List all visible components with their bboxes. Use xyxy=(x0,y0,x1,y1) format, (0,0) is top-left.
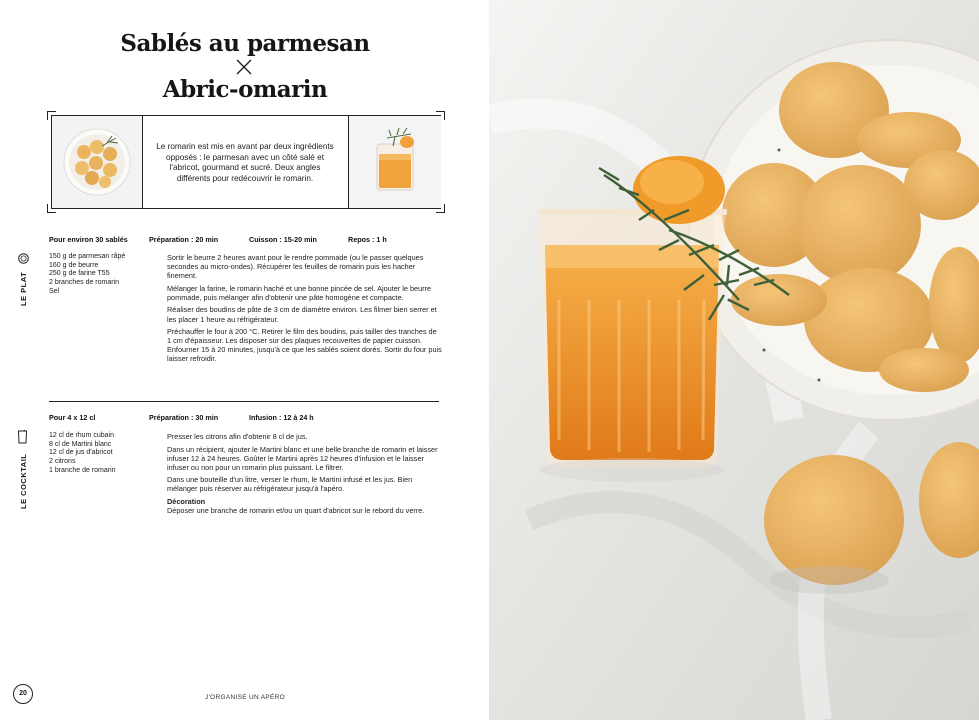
decoration-text: Déposer une branche de romarin et/ou un quart d'abricot sur le rebord du verre. xyxy=(167,506,425,516)
recipe-title-line1: Sablés au parmesan xyxy=(120,30,370,57)
ingredient-item: 8 cl de Martini blanc xyxy=(49,440,112,448)
cross-icon xyxy=(236,59,252,75)
cocktail-servings: Pour 4 x 12 cl xyxy=(49,413,96,422)
recipe-step: Sortir le beurre 2 heures avant pour le rendre pommade (ou le passer quelques secondes au micro-ondes). Récupérer les feuilles de romarin puis les hacher finement. xyxy=(167,253,424,281)
recipe-step: Réaliser des boudins de pâte de 3 cm de diamètre environ. Les filmer bien serrer et les placer 1 heure au réfrigérateur. xyxy=(167,305,437,324)
ingredient-item: 2 branches de romarin xyxy=(49,279,120,287)
plat-prep-time: Préparation : 20 min xyxy=(149,235,219,244)
recipe-page xyxy=(0,0,489,720)
decoration-heading: Décoration xyxy=(167,497,206,507)
glass-icon xyxy=(17,430,28,444)
recipe-step: Dans une bouteille d'un litre, verser le rhum, le Martini infusé et les jus. Bien mélanger puis réserver au réfrigérateur jusqu'à l'apéro. xyxy=(167,475,413,494)
ingredient-item: 2 citrons xyxy=(49,458,76,466)
plat-cook-time: Cuisson : 15-20 min xyxy=(249,235,317,244)
recipe-title-line2: Abric-omarin xyxy=(162,76,328,103)
thumbnail-shortbread-plate xyxy=(52,116,143,208)
intro-text: Le romarin est mis en avant par deux ingrédients opposés : le parmesan avec un côté salé et l'abricot, gourmand et sucré. Deux angles différents pour redécouvrir le romarin. xyxy=(156,142,334,183)
cocktail-and-shortbread-photo xyxy=(489,0,979,720)
section-divider xyxy=(49,401,439,402)
intro-text-cell xyxy=(143,116,347,208)
cocktail-ingredients xyxy=(49,432,159,476)
recipe-step: Dans un récipient, ajouter le Martini blanc et une belle branche de romarin et laisser infuser 12 à 24 heures. Goûter le Martini après 12 heures d'infusion et le laisser infuser ou non pour un romarin plus puissant. Le filtrer. xyxy=(167,444,438,472)
food-photo xyxy=(489,0,979,720)
ingredient-item: 12 cl de jus d'abricot xyxy=(49,449,113,457)
recipe-step: Préchauffer le four à 200 °C. Retirer le film des boudins, puis tailler des tranches de 1 cm d'épaisseur. Les disposer sur des plaques recouvertes de papier cuisson. Enfourner 15 à 20 minutes, jusqu'à ce que les sablés soient dorés. Sortir du four puis laisser refroidir. xyxy=(167,327,442,364)
recipe-step: Mélanger la farine, le romarin haché et une bonne pincée de sel. Ajouter le beurre pommade, puis mélanger afin d'obtenir une pâte homogène et compacte. xyxy=(167,283,432,302)
plate-thumbnail-image xyxy=(52,116,142,208)
intro-frame xyxy=(51,115,441,209)
ingredient-item: 250 g de farine T55 xyxy=(49,270,110,278)
ingredient-item: Sel xyxy=(49,287,60,295)
plate-icon xyxy=(18,253,29,264)
plat-ingredients xyxy=(49,253,159,297)
ingredient-item: 150 g de parmesan râpé xyxy=(49,253,126,260)
thumbnail-cocktail xyxy=(348,116,441,208)
plat-steps xyxy=(167,253,442,367)
recipe-step: Presser les citrons afin d'obtenir 8 cl de jus. xyxy=(167,432,308,441)
cocktail-steps xyxy=(167,432,442,519)
cocktail-thumbnail-image xyxy=(349,116,441,208)
ingredient-item: 1 branche de romarin xyxy=(49,466,116,474)
section-label-cocktail: LE COCKTAIL xyxy=(19,453,28,509)
cocktail-infusion-time: Infusion : 12 à 24 h xyxy=(249,413,314,422)
plat-servings: Pour environ 30 sablés xyxy=(49,235,128,244)
page-number: 20 xyxy=(13,684,33,704)
ingredient-item: 12 cl de rhum cubain xyxy=(49,432,114,439)
cocktail-prep-time: Préparation : 30 min xyxy=(149,413,219,422)
book-title-footer: J'ORGANISE UN APÉRO xyxy=(205,694,285,701)
section-label-plat: LE PLAT xyxy=(19,271,28,306)
ingredient-item: 160 g de beurre xyxy=(49,261,99,269)
plat-rest-time: Repos : 1 h xyxy=(348,235,387,244)
